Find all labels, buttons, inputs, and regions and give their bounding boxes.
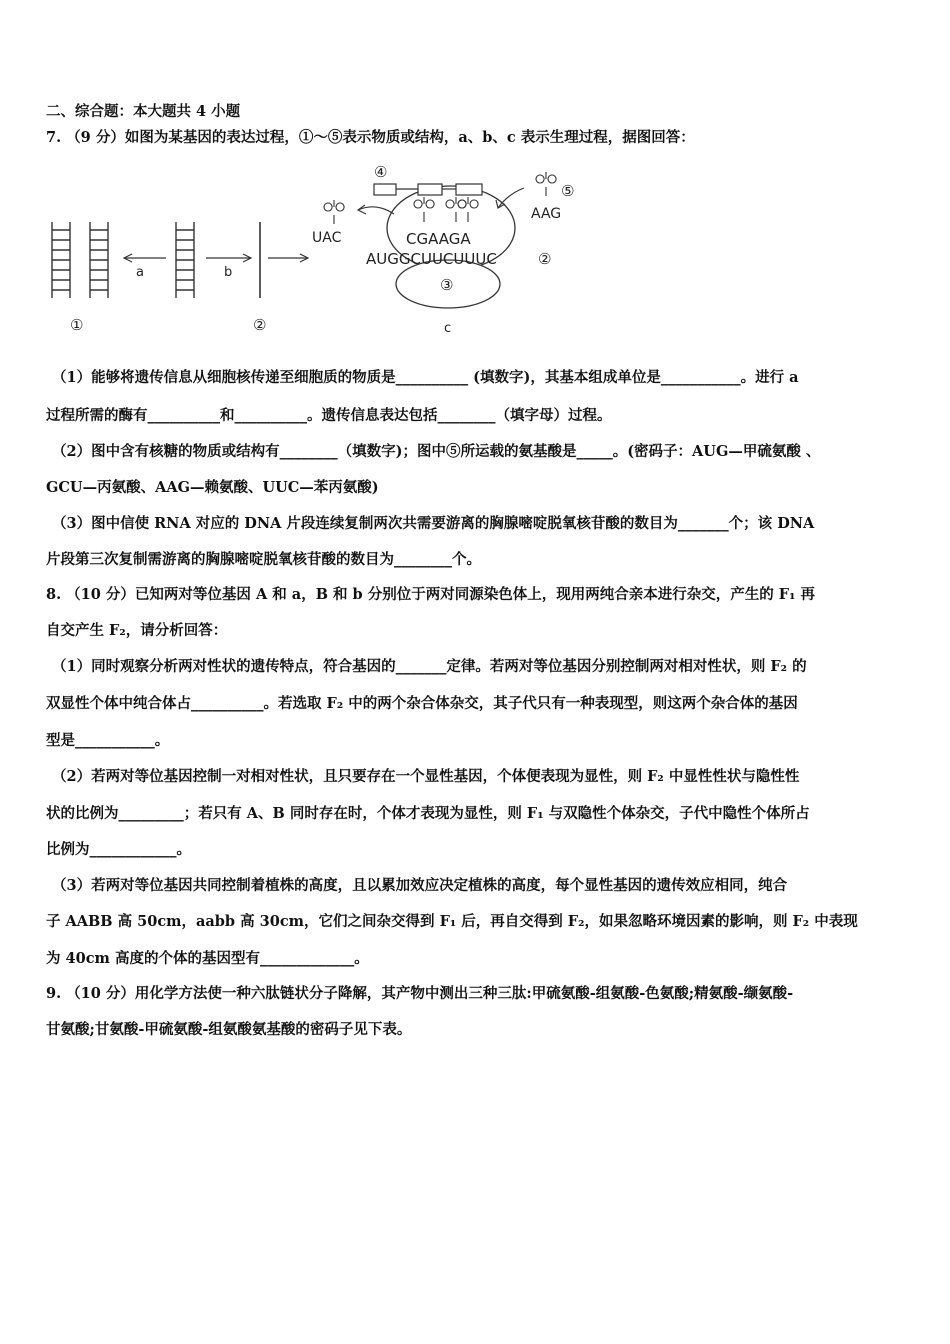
label-num-2: ②: [253, 316, 267, 334]
departing-trna: [324, 200, 344, 224]
label-num-5: ⑤: [561, 182, 575, 200]
label-num-2-mrna: ②: [538, 250, 552, 268]
label-anticodons: CGAAGA: [406, 230, 471, 248]
q7-part3-line2: 片段第三次复制需游离的胸腺嘧啶脱氧核苷酸的数目为________个。: [46, 551, 481, 568]
q8-part2-line1: （2）若两对等位基因控制一对相对性状，且只要存在一个显性基因，个体便表现为显性，则 F₂ 中显性性状与隐性性: [52, 768, 800, 785]
gene-expression-figure: [46, 160, 586, 340]
arrow-to-translation: [268, 254, 308, 262]
incoming-trna: [536, 172, 556, 196]
q8-part1-line3: 型是___________。: [46, 732, 170, 749]
q7-part3-line1: （3）图中信使 RNA 对应的 DNA 片段连续复制两次共需要游离的胸腺嘧啶脱氧核苷酸的数目为_______个；该 DNA: [52, 515, 815, 532]
label-uac: UAC: [312, 230, 342, 246]
q9-stem-line2: 甘氨酸;甘氨酸-甲硫氨酸-组氨酸氨基酸的密码子见下表。: [46, 1021, 412, 1038]
q7-part1-line1: （1）能够将遗传信息从细胞核传递至细胞质的物质是__________ (填数字)，其基本组成单位是___________。进行 a: [52, 369, 799, 386]
q8-stem-line2: 自交产生 F₂，请分析回答：: [46, 622, 228, 639]
section-header: 二、综合题：本大题共 4 小题: [46, 103, 241, 120]
q7-part1-line2: 过程所需的酶有__________和__________。遗传信息表达包括________（填字母）过程。: [46, 407, 612, 424]
trna-on-ribosome: [414, 197, 478, 222]
label-num-4: ④: [374, 163, 388, 181]
q8-stem-line1: 8. （10 分）已知两对等位基因 A 和 a，B 和 b 分别位于两对同源染色体上，现用两纯合亲本进行杂交，产生的 F₁ 再: [46, 586, 815, 603]
arrow-a: [124, 254, 166, 262]
label-num-1: ①: [70, 316, 84, 334]
label-num-3: ③: [440, 276, 454, 294]
q9-stem-line1: 9. （10 分）用化学方法使一种六肽链状分子降解，其产物中测出三种三肽:甲硫氨酸-组氨酸-色氨酸;精氨酸-缬氨酸-: [46, 985, 794, 1002]
dna-ladder-left: [52, 222, 108, 298]
q8-part1-line2: 双显性个体中纯合体占__________。若选取 F₂ 中的两个杂合体杂交，其子代只有一种表现型，则这两个杂合体的基因: [46, 695, 798, 712]
label-c: c: [444, 321, 452, 336]
trna-enter-arrow: [498, 188, 524, 208]
q8-part3-line2: 子 AABB 高 50cm，aabb 高 30cm，它们之间杂交得到 F₁ 后，再自交得到 F₂，如果忽略环境因素的影响，则 F₂ 中表现: [46, 913, 858, 930]
label-b: b: [224, 265, 233, 280]
q7-stem: 7. （9 分）如图为某基因的表达过程，①～⑤表示物质或结构，a、b、c 表示生理过程，据图回答：: [46, 129, 695, 146]
q8-part3-line1: （3）若两对等位基因共同控制着植株的高度，且以累加效应决定植株的高度，每个显性基因的遗传效应相同，纯合: [52, 877, 788, 894]
q8-part1-line1: （1）同时观察分析两对性状的遗传特点，符合基因的_______定律。若两对等位基因分别控制两对相对性状，则 F₂ 的: [52, 658, 807, 675]
q8-part2-line2: 状的比例为_________；若只有 A、B 同时存在时，个体才表现为显性，则 F₁ 与双隐性个体杂交，子代中隐性个体所占: [46, 805, 810, 822]
dna-ladder-middle: [176, 222, 194, 298]
q8-part2-line3: 比例为____________。: [46, 841, 191, 858]
peptide-chain: [374, 184, 482, 195]
q7-part2-line2: GCU—丙氨酸、AAG—赖氨酸、UUC—苯丙氨酸): [46, 479, 379, 496]
label-mrna-sequence: AUGGCUUCUUUC: [366, 250, 497, 268]
q7-part2-line1: （2）图中含有核糖的物质或结构有________（填数字)；图中⑤所运载的氨基酸是_____。(密码子：AUG—甲硫氨酸 、: [52, 443, 821, 460]
arrow-b: [206, 254, 251, 262]
q8-part3-line3: 为 40cm 高度的个体的基因型有_____________。: [46, 950, 369, 967]
label-a: a: [136, 265, 144, 280]
label-aag: AAG: [531, 206, 562, 222]
